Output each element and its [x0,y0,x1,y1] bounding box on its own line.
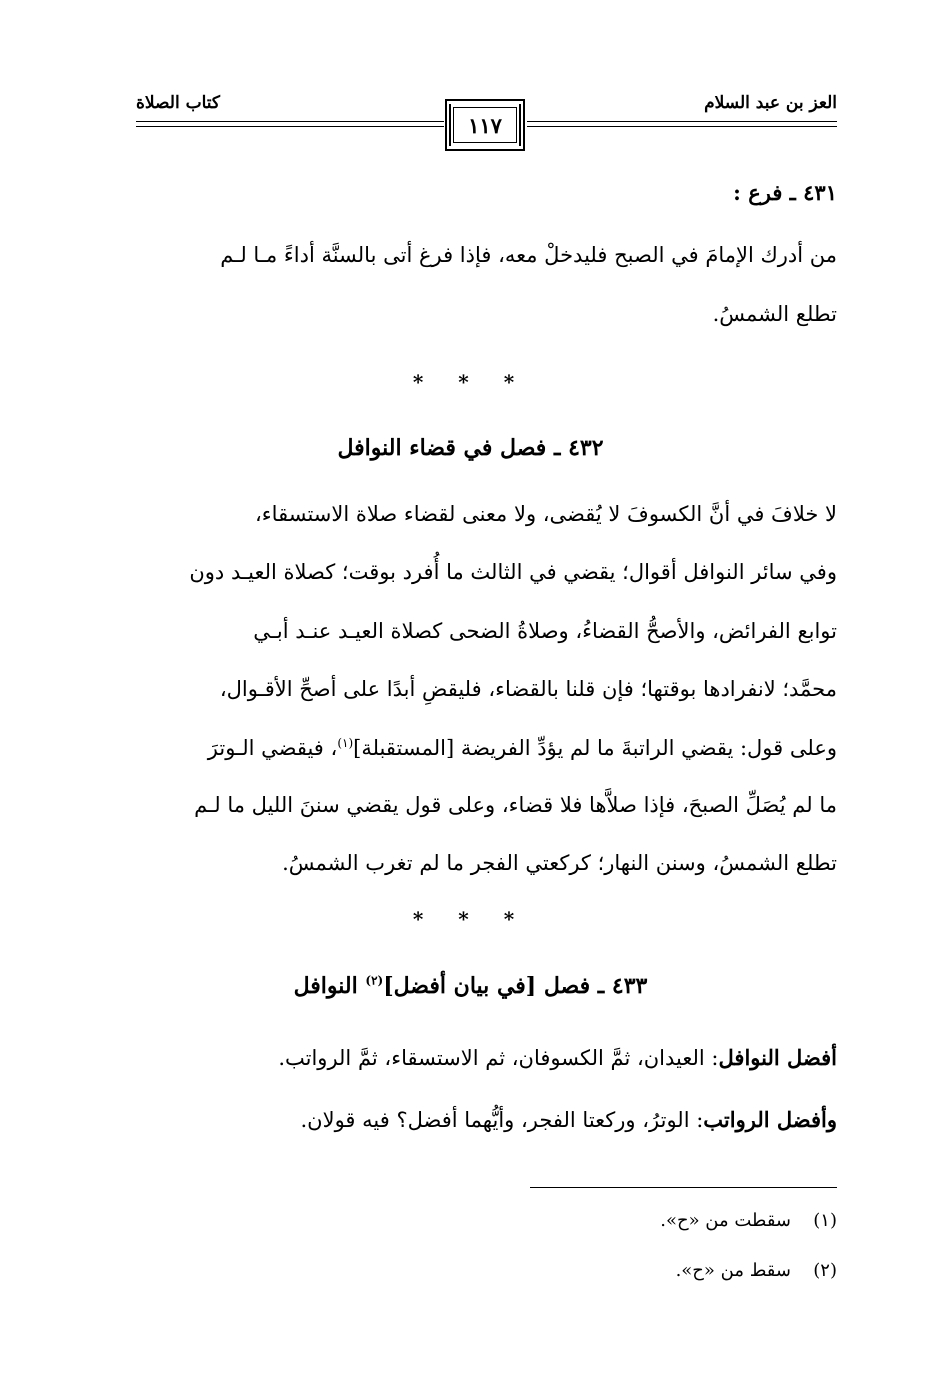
text-line [137,736,837,760]
text-segment: : الوترُ، وركعتا الفجر، وأيُّهما أفضل؟ فيه قولان. [300,1108,704,1132]
section-separator: * * * [412,370,529,394]
section-heading-432: ٤٣٢ ـ فصل في قضاء النوافل [337,435,604,461]
text-segment: ، فيقضي الـوترَ [207,736,338,760]
header-rule [136,126,444,127]
text-line: ما لم يُصَلِّ الصبحَ، فإذا صلاَّها فلا قضاء، وعلى قول يقضي سننَ الليل ما لـم [194,793,837,817]
text-line [137,1045,837,1070]
text-line: من أدرك الإمامَ في الصبح فليدخلْ معه، فإذا فرغ أتى بالسنَّة أداءً مـا لـم [220,243,837,267]
header-rule [527,126,837,127]
footnote-text: سقط من «ح». [675,1260,791,1281]
text-segment: وعلى قول: يقضي الراتبةَ ما لم يؤدِّ الفريضة [المستقبلة] [353,736,837,760]
section-separator: * * * [412,907,529,931]
footnote-rule [530,1187,837,1188]
heading-segment: النوافل [293,973,366,999]
footnote-number: (٢) [813,1260,837,1281]
footnote-text: سقطت من «ح». [660,1210,791,1231]
footnote-marker: (١) [337,736,354,750]
section-heading-431: ٤٣١ ـ فرع : [733,180,837,205]
header-author: العز بن عبد السلام [704,93,837,113]
header-rule [136,121,444,122]
page-number: ١١٧ [453,107,517,143]
term-bold: أفضل النوافل [718,1045,837,1070]
footnote [676,1260,837,1281]
footnote-marker: (٢) [365,973,384,988]
header-rule [527,121,837,122]
text-line: لا خلافَ في أنَّ الكسوفَ لا يُقضى، ولا معنى لقضاء صلاة الاستسقاء، [255,502,837,526]
footnote [660,1210,837,1231]
text-segment: : العيدان، ثمَّ الكسوفان، ثم الاستسقاء، ثمَّ الرواتب. [278,1046,719,1070]
text-line: تطلع الشمسُ، وسنن النهار؛ كركعتي الفجر ما لم تغرب الشمسُ. [282,851,837,875]
text-line: توابع الفرائض، والأصحُّ القضاءُ، وصلاةُ الضحى كصلاة العيـد عنـد أبـي [253,619,837,643]
footnote-number: (١) [813,1210,837,1231]
text-line: تطلع الشمسُ. [712,302,837,326]
text-line [137,1107,837,1132]
heading-segment: ٤٣٣ ـ فصل [في بيان أفضل] [383,973,648,999]
text-line: وفي سائر النوافل أقوال؛ يقضي في الثالث ما أُفرد بوقت؛ كصلاة العيـد دون [189,560,837,584]
text-line: محمَّد؛ لانفرادها بوقتها؛ فإن قلنا بالقضاء، فليقضِ أبدًا على أصحِّ الأقـوال، [219,677,837,701]
section-heading-433 [104,973,837,999]
header-book-section: كتاب الصلاة [136,93,221,113]
term-bold: وأفضل الرواتب [703,1107,837,1132]
page-number-frame [445,99,525,151]
